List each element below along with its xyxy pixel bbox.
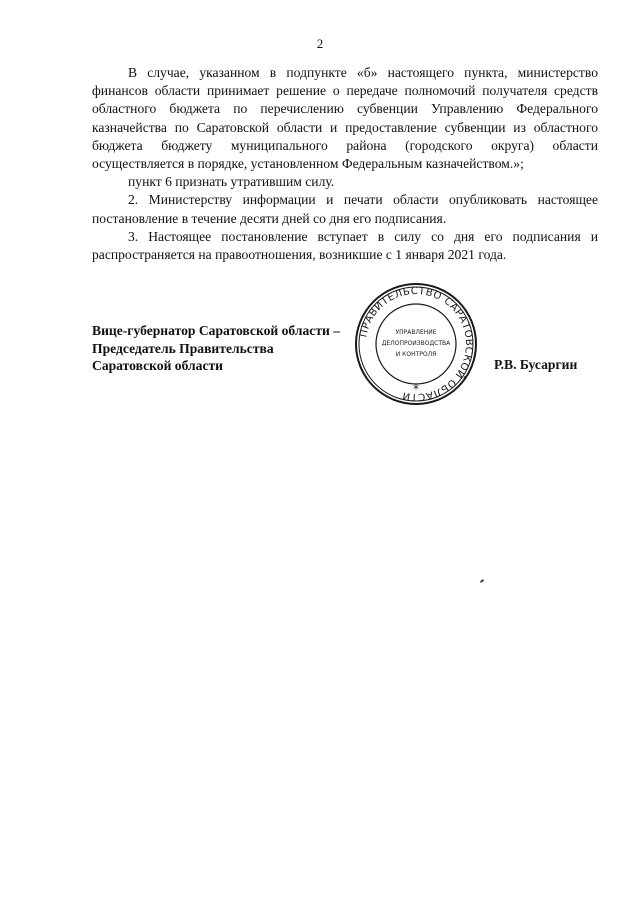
signer-name: Р.В. Бусаргин <box>494 357 578 372</box>
paragraph: 2. Министерству информации и печати области опубликовать настоящее постановление в течение десяти дней со дня его подписания. <box>92 192 598 226</box>
paragraph: пункт 6 признать утратившим силу. <box>128 174 335 190</box>
official-stamp <box>354 282 478 406</box>
stamp-ring-text: ПРАВИТЕЛЬСТВО САРАТОВСКОЙ ОБЛАСТИ <box>358 285 475 403</box>
page-number: 2 <box>316 36 324 51</box>
signature-title-line: Председатель Правительства <box>92 340 274 356</box>
document-body <box>92 64 598 264</box>
signature-title-line: Саратовской области <box>92 358 224 373</box>
paragraph: В случае, указанном в подпункте «б» настоящего пункта, министерство финансов области принимает решение о передаче полномочий получателя средств областного бюджета по перечислению субвенции Управлению Федерального казначейства по Саратовской области и предоставление субвенции из областного бюджета бюджету муниципального района (городского округа) области осуществляется в порядке, установленном Федеральным казначейством.»; <box>92 65 598 172</box>
stamp-inner-text: УПРАВЛЕНИЕ <box>395 329 437 336</box>
stamp-inner-text: ДЕЛОПРОИЗВОДСТВА <box>381 340 451 347</box>
scan-speck <box>480 579 484 583</box>
signature-title <box>92 322 340 375</box>
paragraph: 3. Настоящее постановление вступает в силу со дня его подписания и распространяется на правоотношения, возникшие с 1 января 2021 года. <box>92 228 598 263</box>
signature-title-line: Вице-губернатор Саратовской области – <box>92 323 341 338</box>
stamp-inner-text: И КОНТРОЛЯ <box>395 351 437 358</box>
stamp-star-icon: * <box>413 382 419 396</box>
